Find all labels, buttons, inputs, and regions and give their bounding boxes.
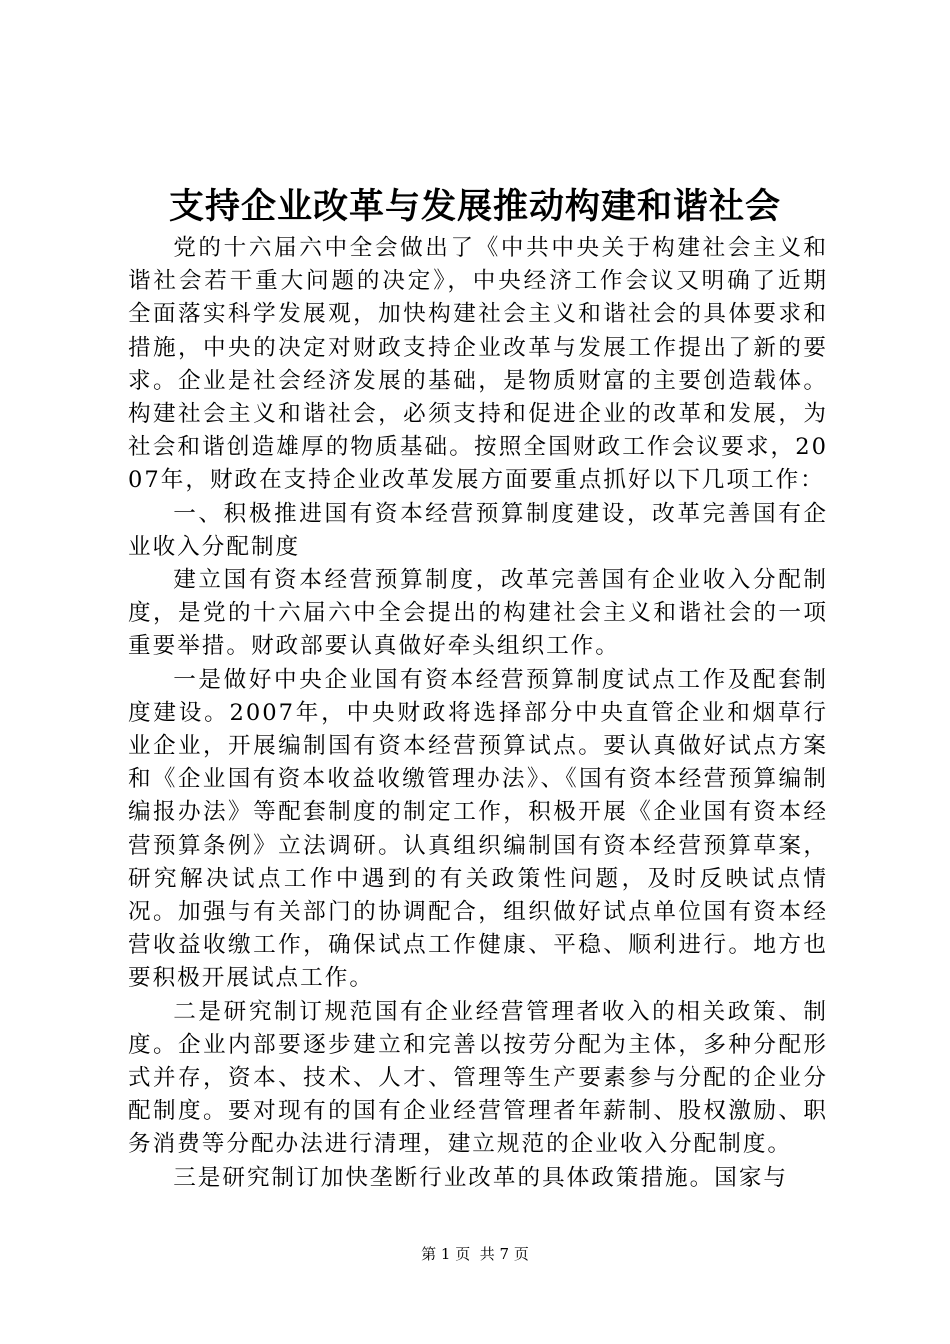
section-heading-1: 一、积极推进国有资本经营预算制度建设，改革完善国有企业收入分配制度 — [128, 500, 828, 560]
document-body — [128, 232, 828, 1195]
paragraph-point-3: 三是研究制订加快垄断行业改革的具体政策措施。国家与 — [173, 1164, 789, 1191]
page-number: 第 1 页 — [421, 1245, 471, 1263]
page-total: 共 7 页 — [479, 1245, 529, 1263]
document-title: 支持企业改革与发展推动构建和谐社会 — [168, 186, 781, 227]
paragraph-intro: 党的十六届六中全会做出了《中共中央关于构建社会主义和谐社会若干重大问题的决定》，中央经济工作会议又明确了近期全面落实科学发展观，加快构建社会主义和谐社会的具体要求和措施，中央的决定对财政支持企业改革与发展工作提出了新的要求。企业是社会经济发展的基础，是物质财富的主要创造载体。构建社会主义和谐社会，必须支持和促进企业的改革和发展，为社会和谐创造雄厚的物质基础。按照全国财政工作会议要求，2007年，财政在支持企业改革发展方面要重点抓好以下几项工作： — [128, 235, 828, 494]
paragraph-point-1: 一是做好中央企业国有资本经营预算制度试点工作及配套制度建设。2007年，中央财政将选择部分中央直管企业和烟草行业企业，开展编制国有资本经营预算试点。要认真做好试点方案和《企业国有资本收益收缴管理办法》、《国有资本经营预算编制编报办法》等配套制度的制定工作，积极开展《企业国有资本经营预算条例》立法调研。认真组织编制国有资本经营预算草案，研究解决试点工作中遇到的有关政策性问题，及时反映试点情况。加强与有关部门的协调配合，组织做好试点单位国有资本经营收益收缴工作，确保试点工作健康、平稳、顺利进行。地方也要积极开展试点工作。 — [128, 666, 828, 992]
paragraph-point-2: 二是研究制订规范国有企业经营管理者收入的相关政策、制度。企业内部要逐步建立和完善以按劳分配为主体，多种分配形式并存，资本、技术、人才、管理等生产要素参与分配的企业分配制度。要对现有的国有企业经营管理者年薪制、股权激励、职务消费等分配办法进行清理，建立规范的企业收入分配制度。 — [128, 998, 828, 1158]
page-footer — [0, 1244, 950, 1264]
paragraph-section-1-intro: 建立国有资本经营预算制度，改革完善国有企业收入分配制度，是党的十六届六中全会提出的构建社会主义和谐社会的一项重要举措。财政部要认真做好牵头组织工作。 — [128, 567, 828, 660]
